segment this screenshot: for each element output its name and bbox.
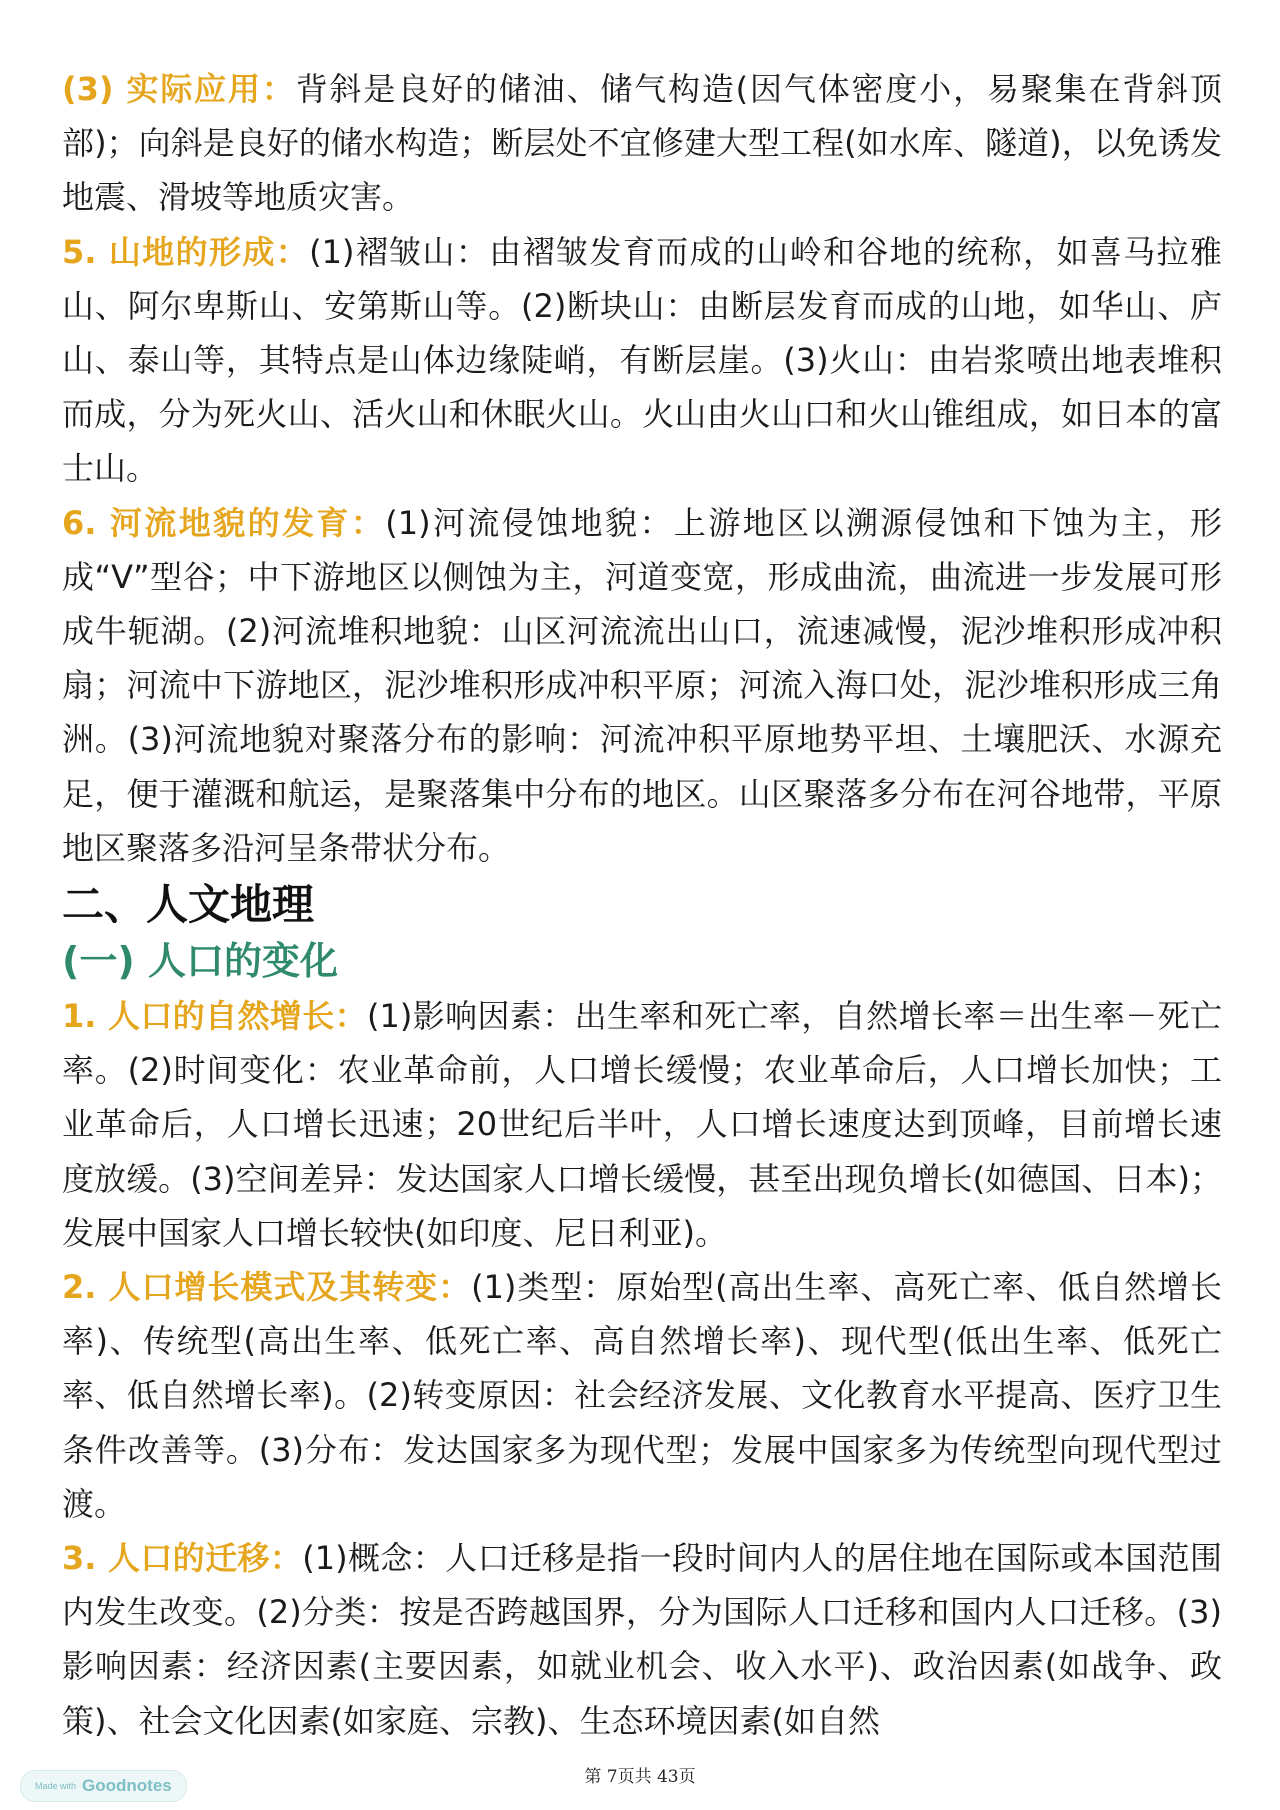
page-content bbox=[62, 62, 1222, 1748]
goodnotes-badge bbox=[20, 1770, 187, 1802]
paragraph-lead: 5. 山地的形成： bbox=[62, 232, 310, 271]
paragraph-application bbox=[62, 62, 1222, 225]
paragraph-text: (1)概念：人口迁移是指一段时间内人的居住地在国际或本国范围内发生改变。(2)分类：按是否跨越国界，分为国际人口迁移和国内人口迁移。(3)影响因素：经济因素(主要因素，如就业机会、收入水平)、政治因素(如战争、政策)、社会文化因素(如家庭、宗教)、生态环境因素(如自然 bbox=[62, 1539, 1222, 1740]
paragraph-lead: (3) 实际应用： bbox=[62, 70, 296, 108]
paragraph-river-landforms bbox=[62, 496, 1222, 875]
paragraph-text: (1)影响因素：出生率和死亡率，自然增长率＝出生率－死亡率。(2)时间变化：农业革命前，人口增长缓慢；农业革命后，人口增长加快；工业革命后，人口增长迅速；20世纪后半叶，人口增长速度达到顶峰，目前增长速度放缓。(3)空间差异：发达国家人口增长缓慢，甚至出现负增长(如德国、日本)；发展中国家人口增长较快(如印度、尼日利亚)。 bbox=[62, 997, 1222, 1252]
badge-small-text: Made with bbox=[35, 1781, 77, 1791]
paragraph-text: (1)褶皱山：由褶皱发育而成的山岭和谷地的统称，如喜马拉雅山、阿尔卑斯山、安第斯山等。(2)断块山：由断层发育而成的山地，如华山、庐山、泰山等，其特点是山体边缘陡峭，有断层崖。(3)火山：由岩浆喷出地表堆积而成，分为死火山、活火山和休眠火山。火山由火山口和火山锥组成，如日本的富士山。 bbox=[62, 232, 1222, 488]
paragraph-lead: 1. 人口的自然增长： bbox=[62, 997, 368, 1036]
subsection-heading: (一) 人口的变化 bbox=[62, 939, 338, 984]
page-number: 第 7页共 43页 bbox=[584, 1767, 696, 1787]
badge-large-text: Goodnotes bbox=[82, 1776, 172, 1795]
paragraph-lead: 3. 人口的迁移： bbox=[62, 1539, 303, 1578]
paragraph-growth-models bbox=[62, 1260, 1222, 1531]
paragraph-lead: 2. 人口增长模式及其转变： bbox=[62, 1268, 472, 1307]
section-heading: 二、人文地理 bbox=[62, 880, 315, 930]
paragraph-migration bbox=[62, 1531, 1222, 1748]
paragraph-text: (1)类型：原始型(高出生率、高死亡率、低自然增长率)、传统型(高出生率、低死亡率、高自然增长率)、现代型(低出生率、低死亡率、低自然增长率)。(2)转变原因：社会经济发展、文化教育水平提高、医疗卫生条件改善等。(3)分布：发达国家多为现代型；发展中国家多为传统型向现代型过渡。 bbox=[62, 1268, 1222, 1523]
paragraph-text: 背斜是良好的储油、储气构造(因气体密度小，易聚集在背斜顶部)；向斜是良好的储水构造；断层处不宜修建大型工程(如水库、隧道)，以免诱发地震、滑坡等地质灾害。 bbox=[62, 70, 1222, 217]
paragraph-lead: 6. 河流地貌的发育： bbox=[62, 503, 386, 542]
paragraph-natural-growth bbox=[62, 989, 1222, 1260]
paragraph-mountain-formation bbox=[62, 225, 1222, 496]
paragraph-text: (1)河流侵蚀地貌：上游地区以溯源侵蚀和下蚀为主，形成“V”型谷；中下游地区以侧蚀为主，河道变宽，形成曲流，曲流进一步发展可形成牛轭湖。(2)河流堆积地貌：山区河流流出山口，流速减慢，泥沙堆积形成冲积扇；河流中下游地区，泥沙堆积形成冲积平原；河流入海口处，泥沙堆积形成三角洲。(3)河流地貌对聚落分布的影响：河流冲积平原地势平坦、土壤肥沃、水源充足，便于灌溉和航运，是聚落集中分布的地区。山区聚落多分布在河谷地带，平原地区聚落多沿河呈条带状分布。 bbox=[62, 503, 1222, 867]
